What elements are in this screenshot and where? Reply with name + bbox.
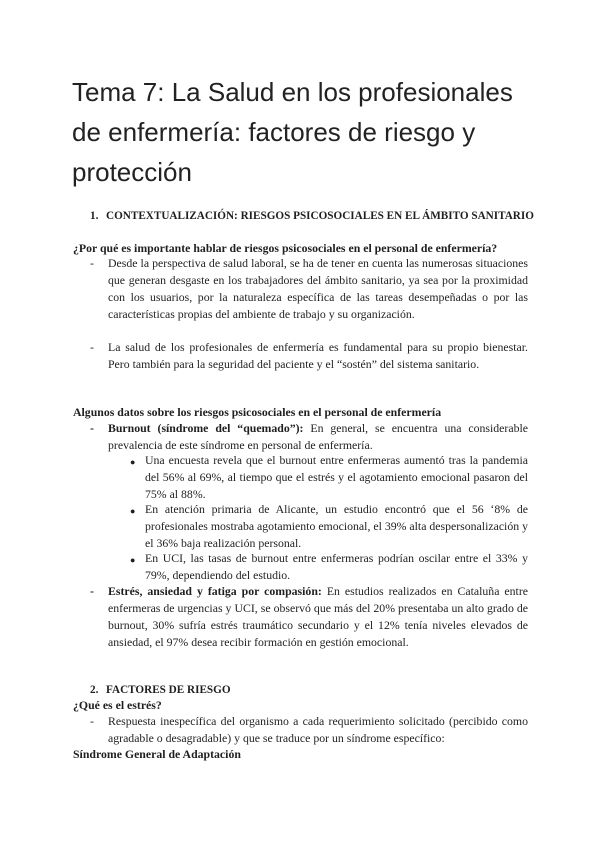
round-bullet-icon: ● (130, 506, 136, 516)
dash-bullet-icon: - (90, 340, 94, 354)
sub-list-item: En atención primaria de Alicante, un estudio encontró que el 56 ‘8% de profesionales mostraba agotamiento emocional, el 39% alta despersonalización y el 36% baja realización personal. (145, 502, 528, 550)
section-number: 1. (90, 210, 99, 222)
section-number: 2. (90, 684, 99, 696)
section-title: CONTEXTUALIZACIÓN: RIESGOS PSICOSOCIALES EN EL ÁMBITO SANITARIO (106, 210, 534, 222)
dash-bullet-icon: - (90, 421, 94, 435)
list-item (108, 583, 528, 651)
section-heading-1 (90, 208, 534, 224)
round-bullet-icon: ● (130, 457, 136, 467)
list-item: Respuesta inespecífica del organismo a cada requerimiento solicitado (percibido como agradable o desagradable) y que se traduce por un síndrome específico: (108, 714, 528, 745)
term-label: Estrés, ansiedad y fatiga por compasión: (108, 584, 322, 598)
section-heading-2 (90, 682, 231, 698)
round-bullet-icon: ● (130, 555, 136, 565)
subsection-heading: Síndrome General de Adaptación (73, 747, 241, 761)
list-item (108, 420, 528, 454)
question-heading: ¿Por qué es importante hablar de riesgos psicosociales en el personal de enfermería? (73, 241, 498, 255)
question-heading: ¿Qué es el estrés? (73, 698, 162, 712)
page-title: Tema 7: La Salud en los profesionales de enfermería: factores de riesgo y protección (72, 77, 513, 187)
term-text: En general, se encuentra una considerable prevalencia de este síndrome en personal de enfermería. (108, 421, 528, 452)
section-title: FACTORES DE RIESGO (106, 684, 231, 696)
sub-list-item: Una encuesta revela que el burnout entre enfermeras aumentó tras la pandemia del 56% al 69%, al tiempo que el estrés y el agotamiento emocional pasaron del 75% al 88%. (145, 453, 528, 501)
list-item: La salud de los profesionales de enfermería es fundamental para su propio bienestar. Pero también para la seguridad del paciente y el “sostén” del sistema sanitario. (108, 340, 528, 371)
subsection-heading: Algunos datos sobre los riesgos psicosociales en el personal de enfermería (73, 405, 442, 419)
dash-bullet-icon: - (90, 256, 94, 270)
term-text: En estudios realizados en Cataluña entre enfermeras de urgencias y UCI, se observó que más del 20% presentaba un alto grado de burnout, 30% sufría estrés traumático secundario y el 12% tenía niveles elevados de ansiedad, el 97% desea recibir formación en gestión emocional. (108, 584, 529, 649)
dash-bullet-icon: - (90, 584, 94, 598)
sub-list-item: En UCI, las tasas de burnout entre enfermeras podrían oscilar entre el 33% y 79%, dependiendo del estudio. (145, 551, 528, 582)
list-item: Desde la perspectiva de salud laboral, se ha de tener en cuenta las numerosas situaciones que generan desgaste en los trabajadores del ámbito sanitario, ya sea por la proximidad con los usuarios, por la naturaleza específica de las tareas desempeñadas o por las características propias del ambiente de trabajo y su organización. (108, 256, 528, 321)
term-label: Burnout (síndrome del “quemado”): (108, 421, 304, 435)
dash-bullet-icon: - (90, 714, 94, 728)
